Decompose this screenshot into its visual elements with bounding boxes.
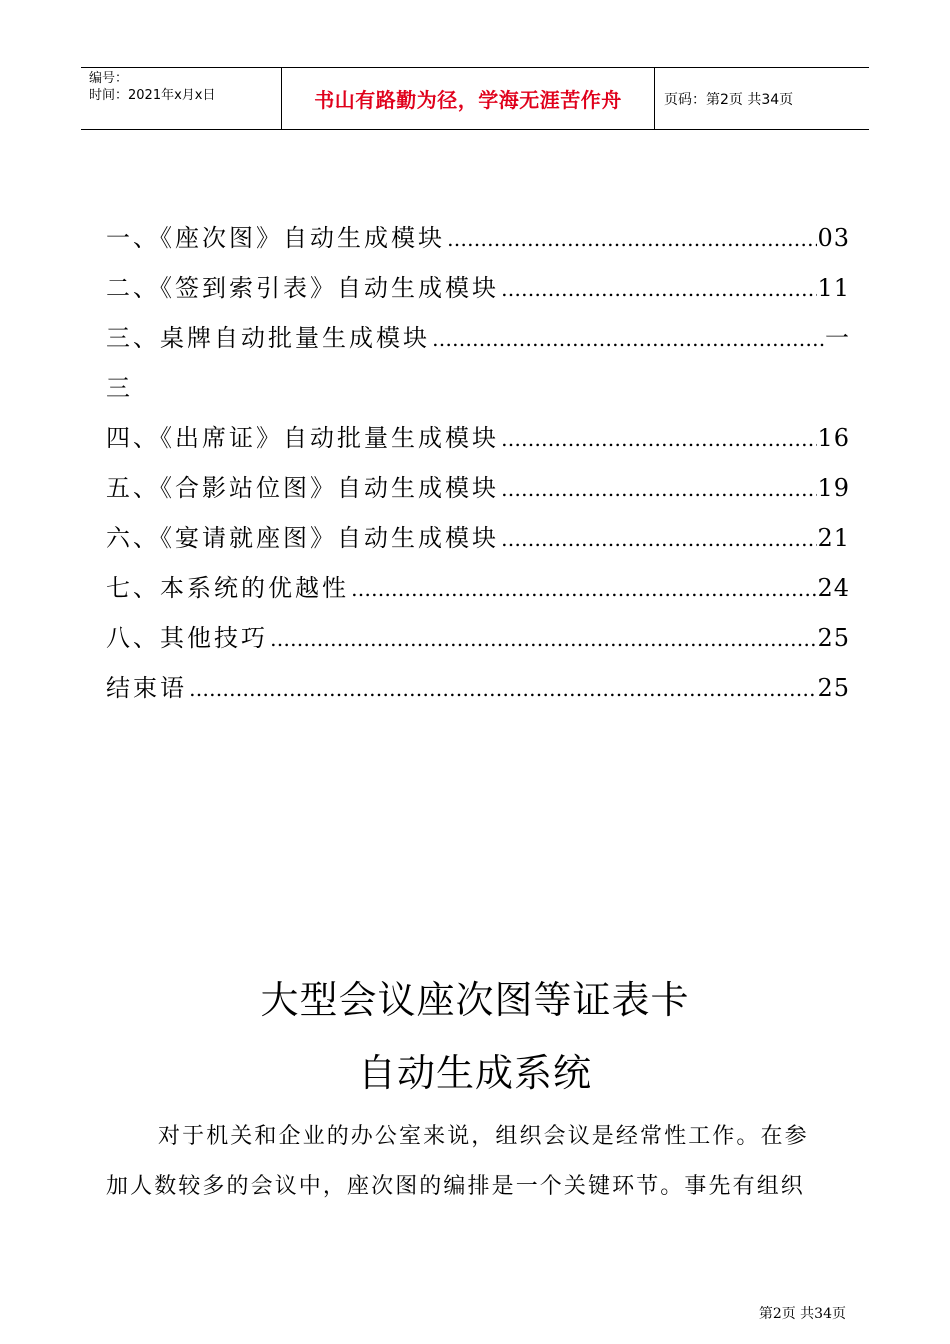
toc-item[interactable] <box>106 568 850 618</box>
header-motto: 书山有路勤为径，学海无涯苦作舟 <box>314 88 622 112</box>
toc-item-continuation <box>106 368 850 418</box>
toc-item[interactable] <box>106 218 850 268</box>
toc-leader-dots <box>499 419 817 459</box>
toc-item-page: 24 <box>817 574 850 602</box>
table-of-contents <box>106 218 850 718</box>
toc-item-page: 25 <box>817 624 850 652</box>
header-page-cell <box>655 68 869 129</box>
toc-item-page: 03 <box>817 224 850 252</box>
toc-item-title: 结束语 <box>106 674 187 702</box>
header-page-info: 页码：第2页 共34页 <box>664 91 794 108</box>
toc-item-page: 21 <box>817 524 850 552</box>
toc-leader-dots <box>499 269 817 309</box>
toc-item[interactable] <box>106 418 850 468</box>
toc-item[interactable] <box>106 468 850 518</box>
toc-item[interactable] <box>106 268 850 318</box>
page-footer: 第2页 共34页 <box>758 1306 846 1322</box>
toc-item-page: 19 <box>817 474 850 502</box>
toc-leader-dots <box>349 569 817 609</box>
toc-item[interactable] <box>106 518 850 568</box>
toc-item[interactable] <box>106 318 850 368</box>
header-time-label: 时间：2021年x月x日 <box>89 88 216 103</box>
toc-leader-dots <box>430 319 825 359</box>
header-motto-cell <box>282 68 655 129</box>
toc-leader-dots <box>268 619 817 659</box>
document-title-line-1: 大型会议座次图等证表卡 <box>260 978 690 1022</box>
toc-item-title: 二、《签到索引表》自动生成模块 <box>106 274 499 302</box>
toc-item-page: 11 <box>817 274 850 302</box>
toc-item-page: 16 <box>817 424 850 452</box>
body-paragraph <box>106 1112 850 1212</box>
toc-item-title: 五、《合影站位图》自动生成模块 <box>106 474 499 502</box>
toc-item[interactable] <box>106 668 850 718</box>
paragraph-line-2: 加人数较多的会议中，座次图的编排是一个关键环节。事先有组织 <box>106 1174 805 1199</box>
toc-leader-dots <box>499 469 817 509</box>
toc-item-title: 三 <box>106 374 133 402</box>
toc-leader-dots <box>499 519 817 559</box>
header-number-label: 编号： <box>89 71 129 86</box>
toc-item-title: 三、桌牌自动批量生成模块 <box>106 324 430 352</box>
toc-item-title: 六、《宴请就座图》自动生成模块 <box>106 524 499 552</box>
document-title-line-2: 自动生成系统 <box>357 1051 592 1095</box>
page-header <box>81 67 869 130</box>
toc-item-title: 八、其他技巧 <box>106 624 268 652</box>
paragraph-line-1: 对于机关和企业的办公室来说，组织会议是经常性工作。在参 <box>158 1124 809 1149</box>
toc-item-title: 七、本系统的优越性 <box>106 574 349 602</box>
header-meta-cell <box>81 68 282 129</box>
toc-item[interactable] <box>106 618 850 668</box>
toc-item-title: 四、《出席证》自动批量生成模块 <box>106 424 499 452</box>
toc-item-title: 一、《座次图》自动生成模块 <box>106 224 445 252</box>
toc-leader-dots <box>187 669 817 709</box>
toc-leader-dots <box>445 219 817 259</box>
toc-item-page: 一 <box>825 324 850 352</box>
toc-item-page: 25 <box>817 674 850 702</box>
